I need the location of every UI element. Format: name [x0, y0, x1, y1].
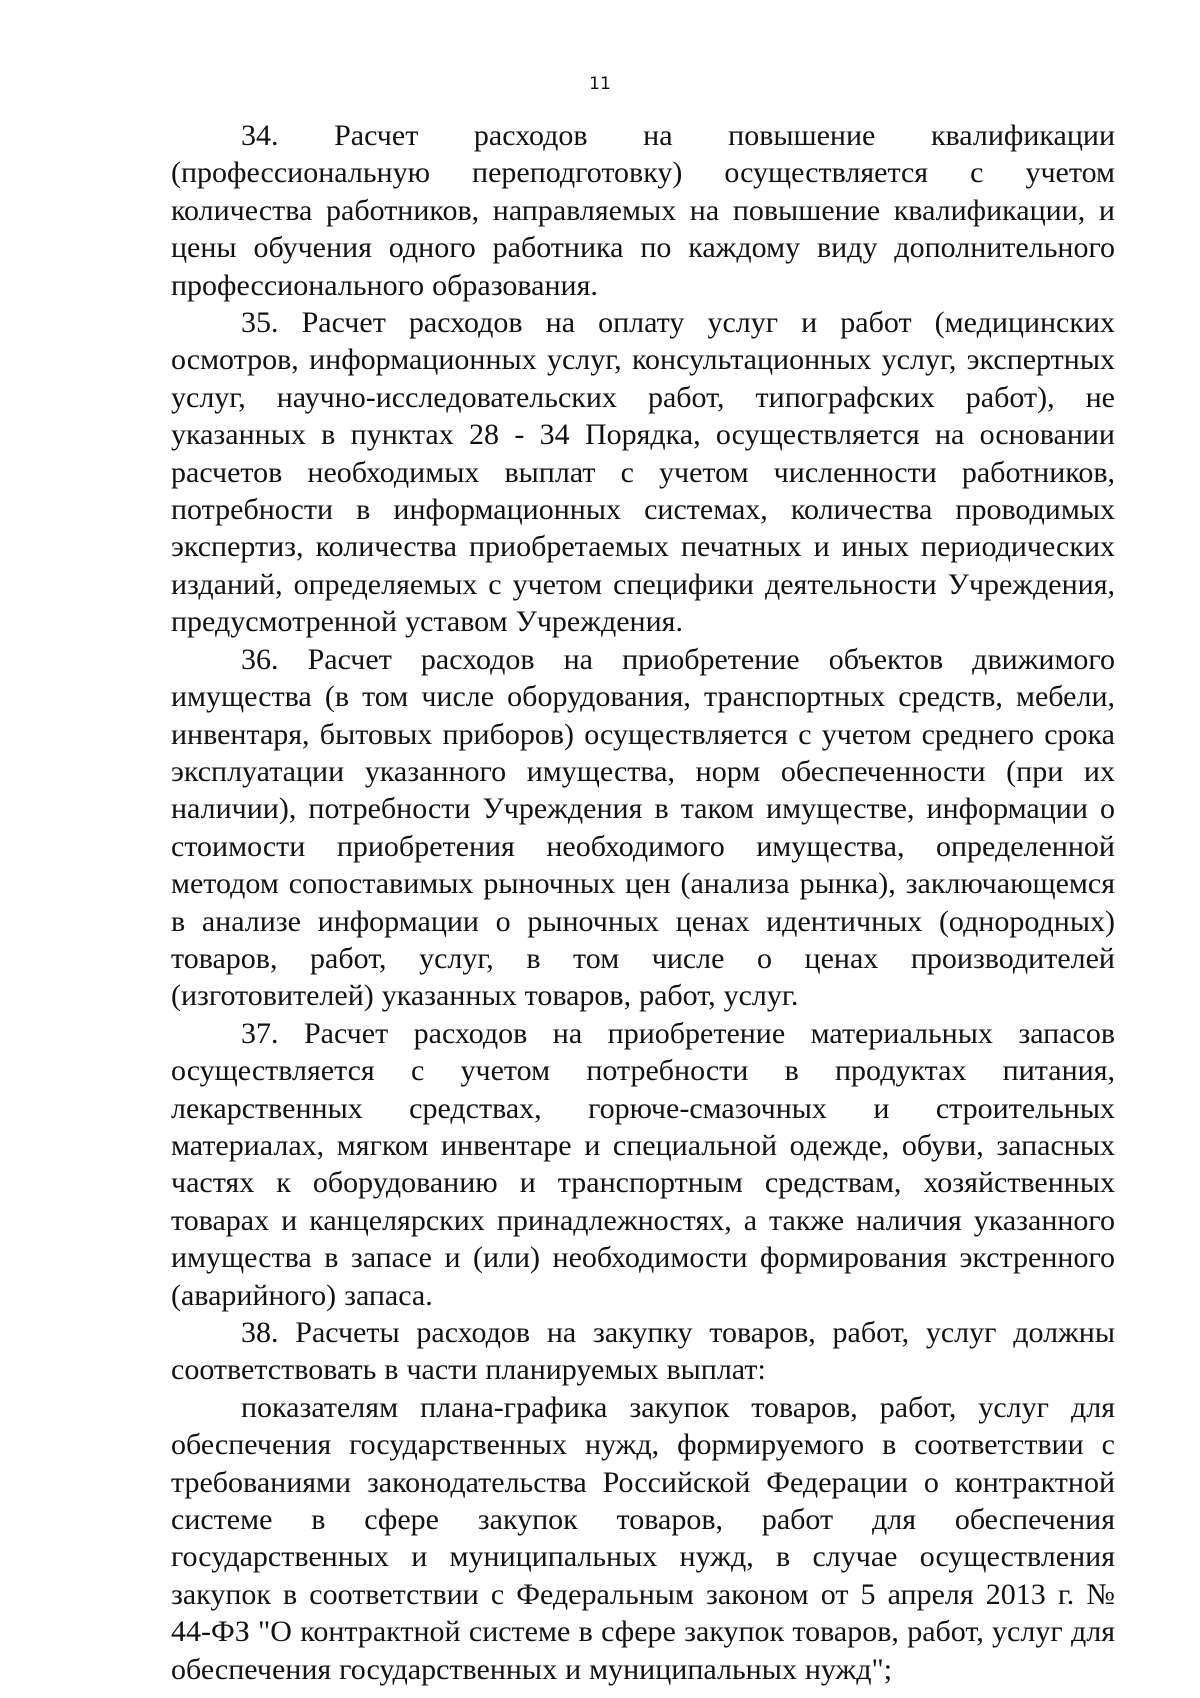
paragraph-38-procurement-plan: показателям плана-графика закупок товаров, работ, услуг для обеспечения государственных нужд, формируемого в соответствии с требованиями законодательства Российской Федерации о контрактной системе в сфере закупок товаров, работ для обеспечения государственных и муниципальных нужд, в случае осуществления закупок в соответствии с Федеральным законом от 5 апреля 2013 г. № 44-ФЗ "О контрактной системе в сфере закупок товаров, работ, услуг для обеспечения государственных и муниципальных нужд";: [171, 1390, 1115, 1686]
paragraph-35-services-and-works: 35. Расчет расходов на оплату услуг и работ (медицинских осмотров, информационных услуг, консультационных услуг, экспертных услуг, научно-исследовательских работ, типографских работ), не указанных в пунктах 28 - 34 Порядка, осуществляется на основании расчетов необходимых выплат с учетом численности работников, потребности в информационных системах, количества проводимых экспертиз, количества приобретаемых печатных и иных периодических изданий, определяемых с учетом специфики деятельности Учреждения, предусмотренной уставом Учреждения.: [171, 306, 1115, 639]
paragraph-34-staff-training: 34. Расчет расходов на повышение квалификации (профессиональную переподготовку) осуществляется с учетом количества работников, направляемых на повышение квалификации, и цены обучения одного работника по каждому виду дополнительного профессионального образования.: [171, 119, 1115, 302]
page-number: 11: [589, 74, 611, 94]
document-body: [171, 117, 1115, 1688]
paragraph-37-material-stocks: 37. Расчет расходов на приобретение материальных запасов осуществляется с учетом потребности в продуктах питания, лекарственных средствах, горюче-смазочных и строительных материалах, мягком инвентаре и специальной одежде, обуви, запасных частях к оборудованию и транспортным средствам, хозяйственных товарах и канцелярских принадлежностях, а также наличия указанного имущества в запасе и (или) необходимости формирования экстренного (аварийного) запаса.: [171, 1016, 1115, 1312]
paragraph-38-procurement: 38. Расчеты расходов на закупку товаров, работ, услуг должны соответствовать в части планируемых выплат:: [171, 1316, 1115, 1387]
paragraph-36-movable-property: 36. Расчет расходов на приобретение объектов движимого имущества (в том числе оборудования, транспортных средств, мебели, инвентаря, бытовых приборов) осуществляется с учетом среднего срока эксплуатации указанного имущества, норм обеспеченности (при их наличии), потребности Учреждения в таком имуществе, информации о стоимости приобретения необходимого имущества, определенной методом сопоставимых рыночных цен (анализа рынка), заключающемся в анализе информации о рыночных ценах идентичных (однородных) товаров, работ, услуг, в том числе о ценах производителей (изготовителей) указанных товаров, работ, услуг.: [171, 642, 1115, 1013]
